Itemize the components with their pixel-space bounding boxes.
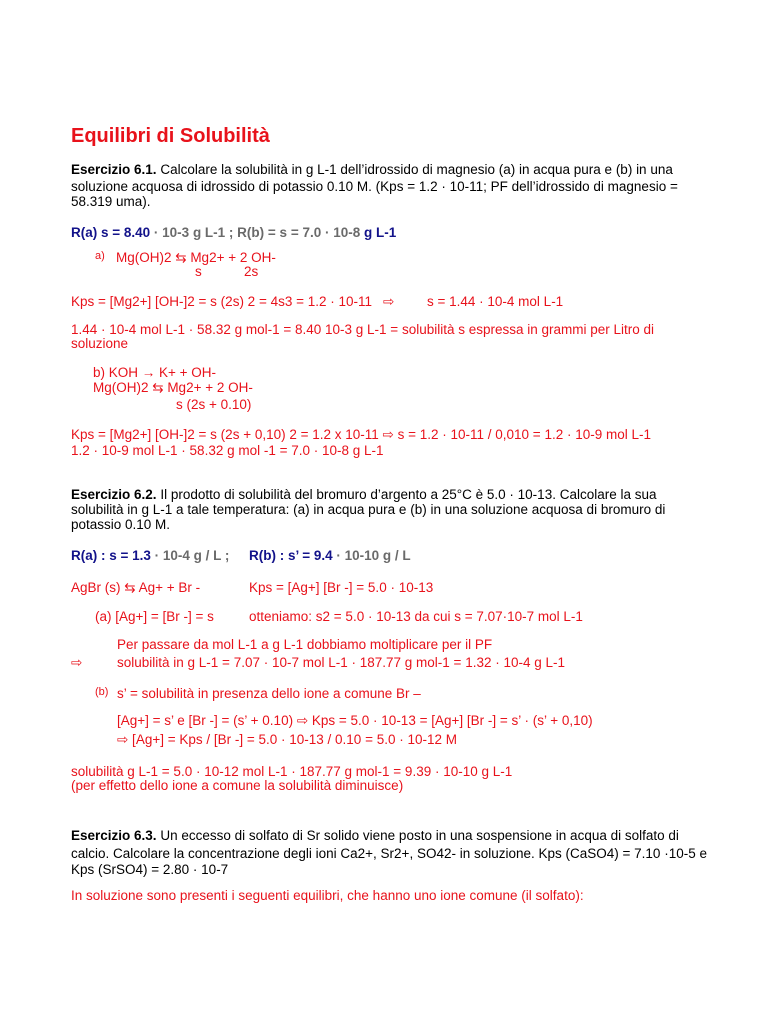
exercise-6-1-line3: 58.319 uma). <box>71 194 151 209</box>
result-a-gray: · 10-3 g L-1 ; R(b) = s = 7.0 · 10-8 <box>150 225 361 240</box>
agbr-solubility-line2: (per effetto dello ione a comune la solubilità diminuisce) <box>71 778 404 793</box>
agbr-part-b-line1: s’ = solubilità in presenza dello ione a comune Br – <box>117 686 421 701</box>
part-a-equation: Mg(OH)2 ⇆ Mg2+ + 2 OH- <box>116 250 276 265</box>
part-a-s2: 2s <box>244 264 259 279</box>
exercise-6-3-text1: Un eccesso di solfato di Sr solido viene posto in una sospensione in acqua di solfato di <box>156 828 679 843</box>
exercise-6-3-line3: Kps (SrSO4) = 2.80 · 10-7 <box>71 862 229 877</box>
result-2b: R(b) : s’ = 9.4 <box>249 548 333 563</box>
result-2b-gray: · 10-10 g / L <box>332 548 411 563</box>
result-2a: R(a) : s = 1.3 <box>71 548 151 563</box>
exercise-6-3-label: Esercizio 6.3. <box>71 828 157 843</box>
agbr-part-b-label: (b) <box>95 686 109 698</box>
part-b-eq2: Mg(OH)2 ⇆ Mg2+ + 2 OH- <box>93 380 253 395</box>
kps-result-1: s = 1.44 · 10-4 mol L-1 <box>427 294 564 309</box>
exercise-6-2-result-b <box>249 548 411 564</box>
exercise-6-3-red-text: In soluzione sono presenti i seguenti equilibri, che hanno uno ione comune (il solfato): <box>71 888 584 903</box>
agbr-part-b-line3: ⇨ [Ag+] = Kps / [Br -] = 5.0 · 10-13 / 0.10 = 5.0 · 10-12 M <box>117 732 457 747</box>
agbr-part-b-line2: [Ag+] = s’ e [Br -] = (s’ + 0.10) ⇨ Kps = 5.0 · 10-13 = [Ag+] [Br -] = s’ · (s’ + 0,10) <box>117 713 593 728</box>
result-a: R(a) s = 8.40 <box>71 225 151 240</box>
page-title: Equilibri di Solubilità <box>71 125 270 147</box>
part-a-label: a) <box>95 250 105 262</box>
exercise-6-1-line1 <box>71 162 673 178</box>
kps-equation-1: Kps = [Mg2+] [OH-]2 = s (2s) 2 = 4s3 = 1.2 · 10-11 <box>71 294 373 309</box>
kps-arrow-1: ⇨ <box>383 294 395 309</box>
exercise-6-3-line1 <box>71 828 679 844</box>
pf-arrow: ⇨ <box>71 655 83 670</box>
exercise-6-1-text1: Calcolare la solubilità in g L-1 dell’idrossido di magnesio (a) in acqua pura e (b) in una <box>156 162 673 177</box>
exercise-6-2-label: Esercizio 6.2. <box>71 487 157 502</box>
conversion-line1: 1.44 · 10-4 mol L-1 · 58.32 g mol-1 = 8.40 10-3 g L-1 = solubilità s espressa in grammi per Litro di <box>71 322 655 337</box>
exercise-6-2-result-a <box>71 548 229 564</box>
exercise-6-2-line2: solubilità in g L-1 a tale temperatura: (a) in acqua pura e (b) in una soluzione acquosa di bromuro di <box>71 502 666 517</box>
part-a-s1: s <box>195 264 202 279</box>
agbr-solubility-line1: solubilità g L-1 = 5.0 · 10-12 mol L-1 · 187.77 g mol-1 = 9.39 · 10-10 g L-1 <box>71 764 513 779</box>
pf-line2: solubilità in g L-1 = 7.07 · 10-7 mol L-1 · 187.77 g mol-1 = 1.32 · 10-4 g L-1 <box>117 655 566 670</box>
exercise-6-2-text1: Il prodotto di solubilità del bromuro d’argento a 25°C è 5.0 · 10-13. Calcolare la sua <box>156 487 657 502</box>
result-a-end: g L-1 <box>360 225 397 240</box>
exercise-6-1-result <box>71 225 396 241</box>
exercise-6-2-line1 <box>71 487 657 503</box>
result-2a-gray: · 10-4 g / L ; <box>150 548 230 563</box>
part-b-eq3: s (2s + 0.10) <box>176 397 252 412</box>
agbr-part-a-result: otteniamo: s2 = 5.0 · 10-13 da cui s = 7.07·10-7 mol L-1 <box>249 609 583 624</box>
conversion-line2: soluzione <box>71 336 129 351</box>
exercise-6-1-line2: soluzione acquosa di idrossido di potassio 0.10 M. (Kps = 1.2 · 10-11; PF dell’idrossido di magnesio = <box>71 179 678 194</box>
exercise-6-3-line2: calcio. Calcolare la concentrazione degli ioni Ca2+, Sr2+, SO42- in soluzione. Kps (CaSO4) = 7.10 ·10-5 e <box>71 846 707 861</box>
part-b-kps: Kps = [Mg2+] [OH-]2 = s (2s + 0,10) 2 = 1.2 x 10-11 ⇨ s = 1.2 · 10-11 / 0,010 = 1.2 · 10-9 mol L-1 <box>71 427 651 442</box>
pf-line1: Per passare da mol L-1 a g L-1 dobbiamo moltiplicare per il PF <box>117 637 493 652</box>
agbr-equation: AgBr (s) ⇆ Ag+ + Br - <box>71 580 201 595</box>
exercise-6-1-label: Esercizio 6.1. <box>71 162 157 177</box>
exercise-6-2-line3: potassio 0.10 M. <box>71 517 171 532</box>
agbr-part-a: (a) [Ag+] = [Br -] = s <box>95 609 214 624</box>
part-b-conversion: 1.2 · 10-9 mol L-1 · 58.32 g mol -1 = 7.0 · 10-8 g L-1 <box>71 443 384 458</box>
part-b-eq1: b) KOH → K+ + OH- <box>93 365 217 380</box>
agbr-kps: Kps = [Ag+] [Br -] = 5.0 · 10-13 <box>249 580 434 595</box>
